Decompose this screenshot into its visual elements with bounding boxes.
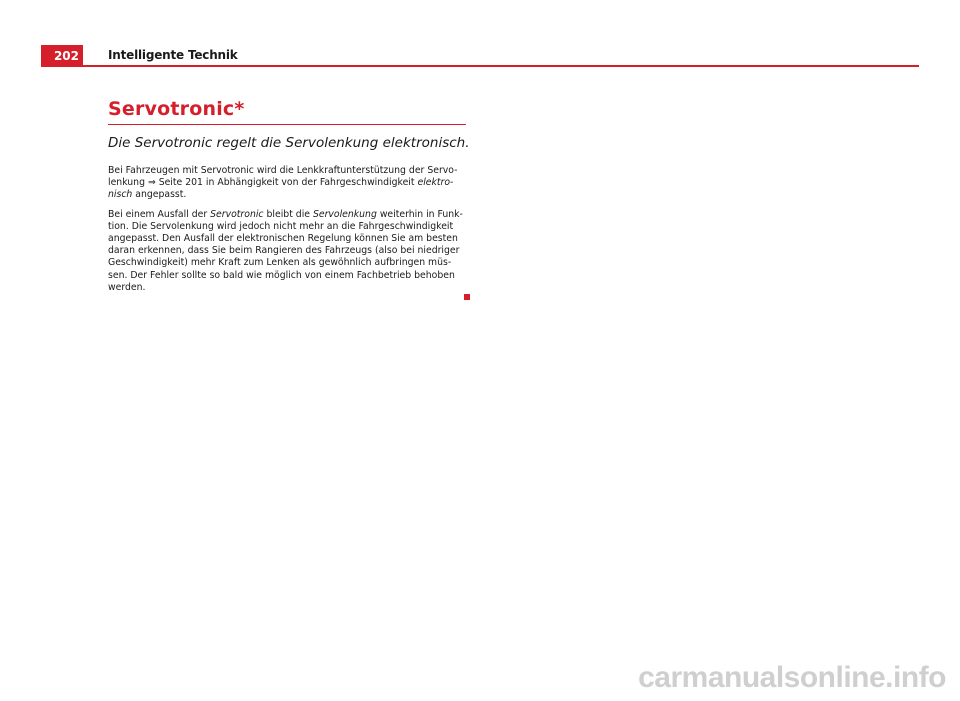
text-line: Geschwindigkeit) mehr Kraft zum Lenken als gewöhnlich aufbringen müs-: [108, 257, 452, 269]
section-subtitle: Die Servotronic regelt die Servolenkung elektronisch.: [108, 135, 470, 151]
servotronic-section: [108, 97, 470, 294]
header-divider: [83, 65, 919, 67]
text-line: lenkung ⇒ Seite 201 in Abhängigkeit von der Fahrgeschwindigkeit elektro-: [108, 177, 454, 189]
page-header: [41, 45, 919, 67]
page-number: 202: [41, 45, 83, 67]
section-end-marker-icon: [464, 294, 470, 300]
arrow-right-icon: ⇒: [147, 177, 156, 189]
text-line: werden.: [108, 281, 146, 293]
chapter-title: Intelligente Technik: [108, 48, 238, 62]
text-line: nisch angepasst.: [108, 189, 187, 201]
paragraph-failure: [108, 209, 466, 294]
text-line: tion. Die Servolenkung wird jedoch nicht mehr an die Fahrgeschwindigkeit: [108, 220, 454, 232]
text-line: sen. Der Fehler sollte so bald wie möglich von einem Fachbetrieb behoben: [108, 269, 455, 281]
paragraph-intro: [108, 165, 466, 202]
text-line: Bei einem Ausfall der Servotronic bleibt die Servolenkung weiterhin in Funk-: [108, 208, 463, 220]
section-title: Servotronic*: [108, 98, 245, 120]
text-line: Bei Fahrzeugen mit Servotronic wird die Lenkkraftunterstützung der Servo-: [108, 165, 458, 176]
cross-reference-link[interactable]: ⇒ Seite 201 in Abhängigkeit von der Fahrgeschwindigkeit: [147, 177, 418, 189]
title-divider: [108, 124, 466, 125]
text-line: daran erkennen, dass Sie beim Rangieren des Fahrzeugs (also bei niedriger: [108, 245, 460, 257]
text-line: angepasst. Den Ausfall der elektronischen Regelung können Sie am besten: [108, 233, 458, 245]
watermark: carmanualsonline.info: [638, 661, 946, 694]
